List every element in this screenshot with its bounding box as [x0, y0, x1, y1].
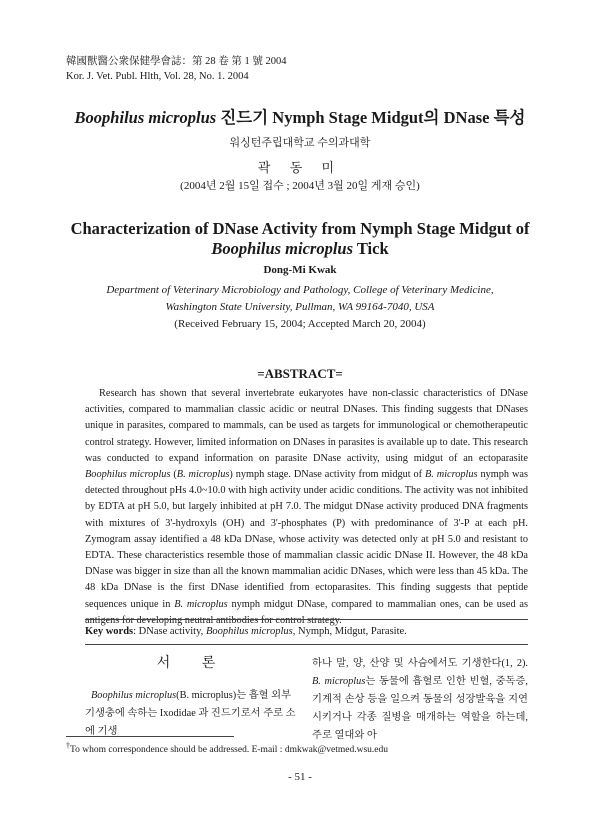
abstract-species-1: Boophilus microplus [85, 469, 171, 481]
title-korean-rest: 진드기 Nymph Stage Midgut의 DNase 특성 [216, 108, 526, 127]
abstract-species-4: B. microplus [174, 598, 228, 610]
abstract-text-4: nymph was detected throughout pHs 4.0~10.0 with high activity under acidic conditions. The activity was not inhibited by EDTA at pH 5.0, but largely inhibited at pH 7.0. The midgut DNase activity produced DNA fragments with mixtures of 3'-hydroxyls (OH) and 3'-phosphates (P) with predominance of 3'-P at each pH. Zymogram assay identified a 48 kDa DNase, whose activity was detected only at pH 5.0 and resistant to EDTA. These characteristics resemble those of mammalian classic acidic DNase II. However, the 48 kDa DNase was bigger in size than all the known mammalian acidic DNases, which were less than 45 kDa. The 48 kDa DNase is the first DNase identified from ectoparasites. This finding suggests that peptide sequences unique in [85, 469, 528, 610]
title-english-tail: Tick [353, 239, 389, 258]
affiliation-korean: 워싱턴주립대학교 수의과대학 [229, 137, 371, 149]
keywords-species: Boophilus microplus [205, 626, 293, 637]
abstract-heading: =ABSTRACT= [257, 366, 343, 381]
abstract-text-3: ) nymph stage. DNase activity from midgut of [229, 469, 425, 481]
journal-line-ko: 韓國獸醫公衆保健學會誌：第 28 卷 第 1 號 2004 [66, 56, 287, 67]
title-korean [0, 104, 600, 128]
footnote-text: To whom correspondence should be addressed. E-mail : dmkwak@vetmed.wsu.edu [69, 745, 389, 756]
title-english-species: Boophilus microplus [211, 239, 354, 258]
intro-paragraph-right [312, 655, 528, 745]
footnote [66, 741, 388, 755]
affiliation-english-line1: Department of Veterinary Microbiology and Pathology, College of Veterinary Medicine, [106, 284, 494, 296]
keywords-text-1: : DNase activity, [133, 626, 206, 637]
abstract-species-3: B. microplus [425, 469, 478, 481]
dates-english: (Received February 15, 2004; Accepted March 20, 2004) [174, 318, 426, 330]
column-right [312, 655, 528, 745]
abstract-body [85, 386, 528, 629]
title-english-line2 [0, 239, 600, 259]
title-english [0, 219, 600, 259]
journal-header [66, 54, 287, 84]
intro-species-right: B. microplus [312, 676, 366, 687]
abstract-divider-top [85, 619, 528, 620]
abstract-divider-bottom [85, 644, 528, 645]
keywords-label: Key words [85, 626, 134, 637]
title-korean-species: Boophilus microplus [74, 108, 217, 127]
affiliation-english [0, 282, 600, 316]
page-number: - 51 - [288, 771, 312, 783]
intro-species: Boophilus microplus [91, 690, 177, 701]
affiliation-english-line2: Washington State University, Pullman, WA 99164-7040, USA [165, 301, 435, 313]
intro-text-right-1: 하나 말, 양, 산양 및 사슴에서도 기생한다(1, 2). [312, 658, 528, 669]
abstract-text-5: nymph midgut DNase, compared to mammalian ones, can be used as antigens for developing neutral antibodies for control strategy. [85, 598, 529, 626]
abstract-text-1: Research has shown that several invertebrate eukaryotes have non-classic characteristics of DNase activities, compared to mammalian classic acidic or neutral DNases. This finding suggests that DNases unique in parasites, compared to mammals, can be used as targets for immunological or chemotherapeutic control strategy. However, limited information on DNases in parasites is available up to date. This research was conducted to expand information on parasite DNase activity, using midgut of an ectoparasite [85, 388, 528, 464]
title-english-line1: Characterization of DNase Activity from Nymph Stage Midgut of [70, 219, 530, 238]
intro-paragraph-left [85, 687, 301, 741]
author-english: Dong-Mi Kwak [263, 264, 337, 276]
keywords [85, 626, 407, 637]
footnote-divider [66, 736, 234, 737]
abstract-text-2: ( [170, 469, 177, 481]
author-korean: 곽 동 미 [257, 160, 343, 175]
section-title-introduction: 서 론 [156, 656, 230, 671]
abstract-species-2: B. microplus [176, 469, 230, 481]
keywords-text-2: , Nymph, Midgut, Parasite. [292, 626, 407, 637]
column-left [85, 655, 301, 741]
footnote-mark: † [66, 741, 70, 750]
dates-korean: (2004년 2월 15일 접수 ; 2004년 3월 20일 게재 승인) [180, 180, 420, 192]
intro-text-right-2: 는 동물에 흡혈로 인한 빈혈, 중독증, 기계적 손상 등을 일으켜 동물의 성장발육을 지연시키거나 각종 질병을 매개하는 역할을 하는데, 주로 열대와 아 [312, 676, 528, 741]
journal-line-en: Kor. J. Vet. Publ. Hlth, Vol. 28, No. 1. 2004 [66, 71, 249, 82]
intro-text-left: (B. microplus)는 흡혈 외부 기생충에 속하는 Ixodidae 과 진드기로서 주로 소에 기생 [85, 690, 296, 737]
